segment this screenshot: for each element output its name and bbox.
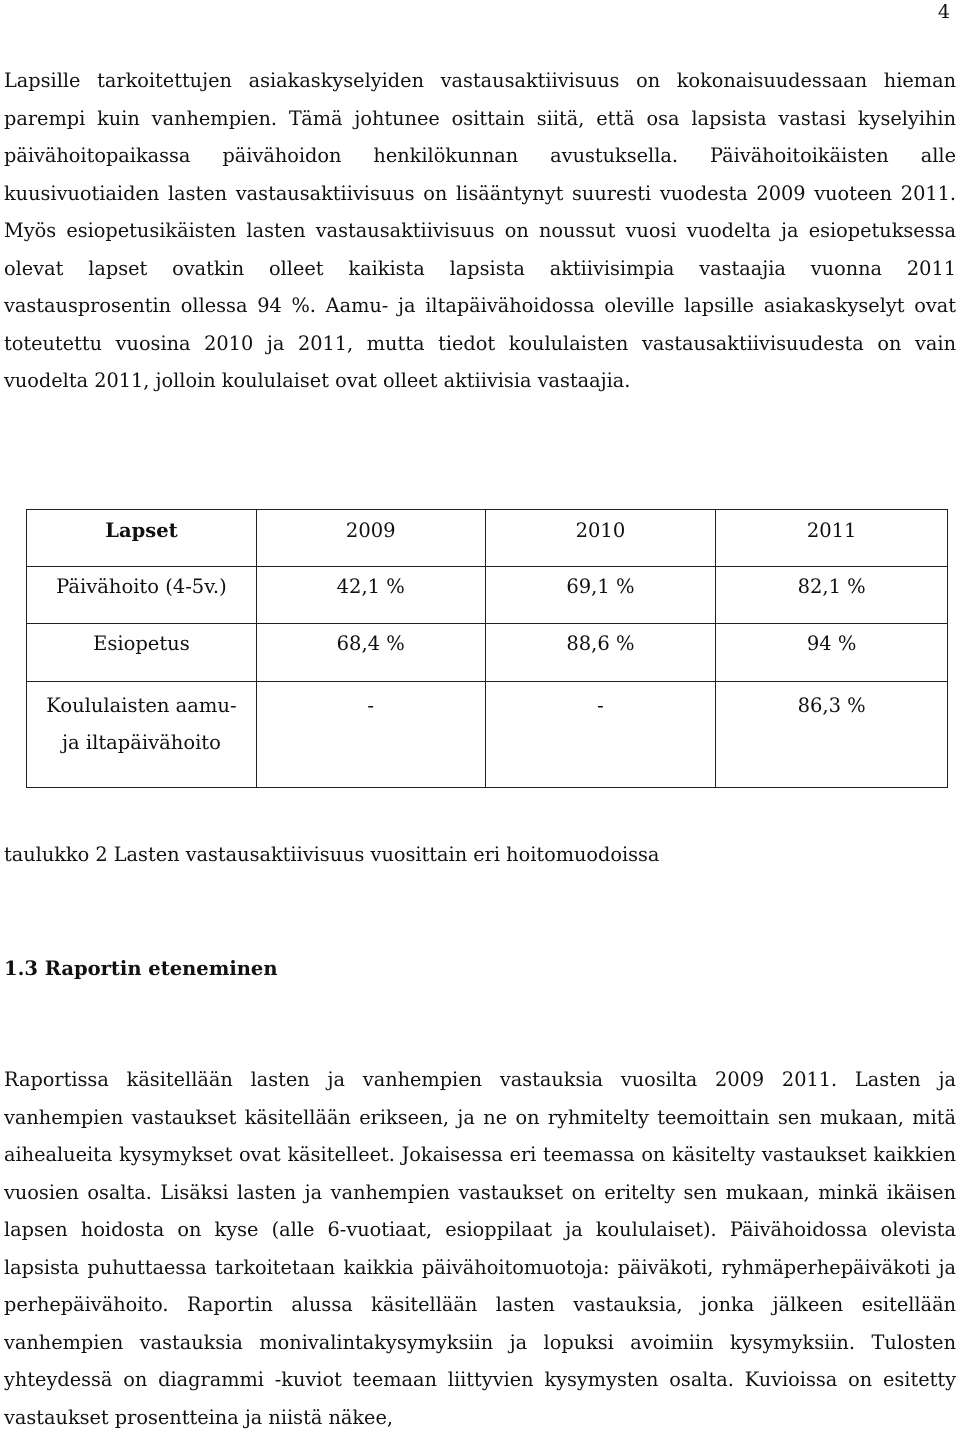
- table-header-row: [27, 510, 948, 567]
- table-row: [27, 682, 948, 788]
- table-row-label: Päivähoito (4-5v.): [27, 567, 257, 624]
- table-row: [27, 567, 948, 624]
- table-cell: -: [485, 682, 716, 788]
- table-cell: 42,1 %: [256, 567, 485, 624]
- table-row-label: Koululaisten aamu- ja iltapäivähoito: [27, 682, 257, 788]
- table-cell: 82,1 %: [716, 567, 948, 624]
- table-caption: taulukko 2 Lasten vastausaktiivisuus vuosittain eri hoitomuodoissa: [4, 843, 660, 866]
- response-rate-table: [26, 509, 948, 788]
- table-cell: 69,1 %: [485, 567, 716, 624]
- table-row-label: Esiopetus: [27, 624, 257, 682]
- table-header-cell: Lapset: [27, 510, 257, 567]
- table-cell: -: [256, 682, 485, 788]
- table-cell: 88,6 %: [485, 624, 716, 682]
- page-number: 4: [937, 1, 950, 23]
- table-cell: 86,3 %: [716, 682, 948, 788]
- section-heading: 1.3 Raportin eteneminen: [4, 957, 278, 980]
- table-header-cell: 2010: [485, 510, 716, 567]
- table-header-cell: 2011: [716, 510, 948, 567]
- intro-paragraph: Lapsille tarkoitettujen asiakaskyselyiden vastausaktiivisuus on kokonaisuudessaan hieman parempi kuin vanhempien. Tämä johtunee osittain siitä, että osa lapsista vastasi kyselyihin päivähoitopaikassa päivähoidon henkilökunnan avustuksella. Päivähoitoikäisten alle kuusivuotiaiden lasten vastausaktiivisuus on lisääntynyt suuresti vuodesta 2009 vuoteen 2011. Myös esiopetusikäisten lasten vastausaktiivisuus on noussut vuosi vuodelta ja esiopetuksessa olevat lapset ovatkin olleet kaikista lapsista aktiivisimpia vastaajia vuonna 2011 vastausprosentin ollessa 94 %. Aamu- ja iltapäivähoidossa oleville lapsille asiakaskyselyt ovat toteutettu vuosina 2010 ja 2011, mutta tiedot koululaisten vastausaktiivisuudesta on vain vuodelta 2011, jolloin koululaiset ovat olleet aktiivisia vastaajia.: [4, 69, 956, 392]
- body-paragraph: Raportissa käsitellään lasten ja vanhempien vastauksia vuosilta 2009 2011. Lasten ja vanhempien vastaukset käsitellään erikseen, ja ne on ryhmitelty teemoittain sen mukaan, mitä aihealueita kysymykset ovat käsitelleet. Jokaisessa eri teemassa on käsitelty vastaukset kaikkien vuosien osalta. Lisäksi lasten ja vanhempien vastaukset on eritelty sen mukaan, minkä ikäisen lapsen hoidosta on kyse (alle 6-vuotiaat, esioppilaat ja koululaiset). Päivähoidossa olevista lapsista puhuttaessa tarkoitetaan kaikkia päivähoitomuotoja: päiväkoti, ryhmäperhepäiväkoti ja perhepäivähoito. Raportin alussa käsitellään lasten vastauksia, jonka jälkeen esitellään vanhempien vastauksia monivalintakysymyksiin ja lopuksi avoimiin kysymyksiin. Tulosten yhteydessä on diagrammi -kuviot teemaan liittyvien kysymysten osalta. Kuvioissa on esitetty vastaukset prosentteina ja niistä näkee,: [4, 1068, 956, 1429]
- table-cell: 94 %: [716, 624, 948, 682]
- table-row: [27, 624, 948, 682]
- table-header-cell: 2009: [256, 510, 485, 567]
- table-cell: 68,4 %: [256, 624, 485, 682]
